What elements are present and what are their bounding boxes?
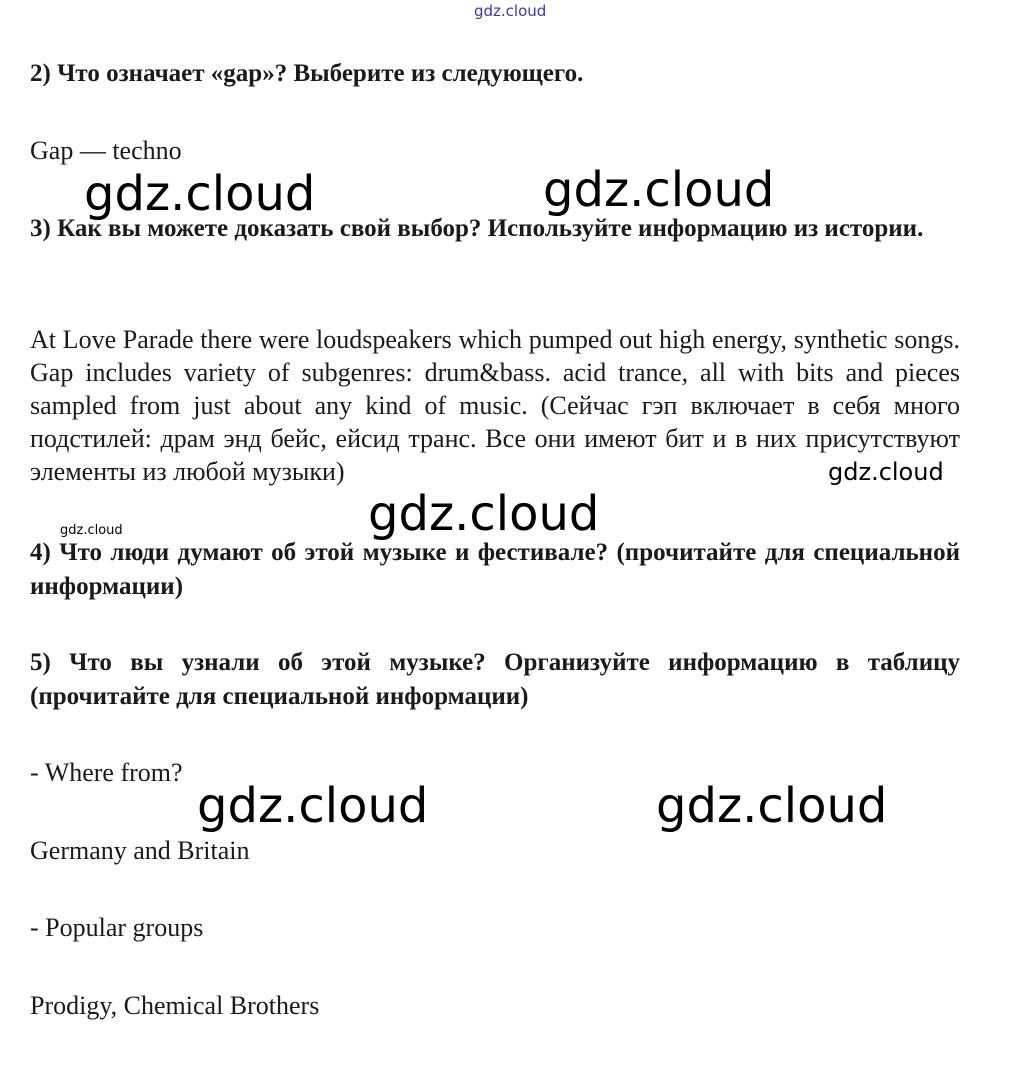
watermark: gdz.cloud xyxy=(197,778,429,834)
watermark: gdz.cloud xyxy=(543,162,775,218)
table-item-value: Germany and Britain xyxy=(30,836,250,865)
question-3-heading: 3) Как вы можете доказать свой выбор? Используйте информацию из истории. xyxy=(30,215,924,242)
table-item-value: Prodigy, Chemical Brothers xyxy=(30,991,320,1020)
watermark: gdz.cloud xyxy=(828,458,944,486)
watermark: gdz.cloud xyxy=(368,486,600,542)
watermark-top: gdz.cloud xyxy=(474,2,547,20)
table-item-label: - Popular groups xyxy=(30,913,204,942)
question-3-answer: At Love Parade there were loudspeakers which pumped out high energy, synthetic songs. Gap includes variety of subgenres: drum&bass. acid trance, all with bits and pieces sampled from just about any kind of music. (Сейчас гэп включает в себя много подстилей: драм энд бейс, ейсид транс. Все они имеют бит и в них присутствуют элементы из любой музыки) xyxy=(30,325,960,486)
question-5-heading: 5) Что вы узнали об этой музыке? Организуйте информацию в таблицу (прочитайте для специальной информации) xyxy=(30,649,960,710)
table-item-label: - Where from? xyxy=(30,758,183,787)
question-2-answer: Gap — techno xyxy=(30,136,182,165)
watermark: gdz.cloud xyxy=(84,166,316,222)
question-4-heading: 4) Что люди думают об этой музыке и фестивале? (прочитайте для специальной информации) xyxy=(30,539,960,600)
watermark-small: gdz.cloud xyxy=(60,523,123,538)
watermark: gdz.cloud xyxy=(656,778,888,834)
question-2-heading: 2) Что означает «gap»? Выберите из следующего. xyxy=(30,60,584,87)
